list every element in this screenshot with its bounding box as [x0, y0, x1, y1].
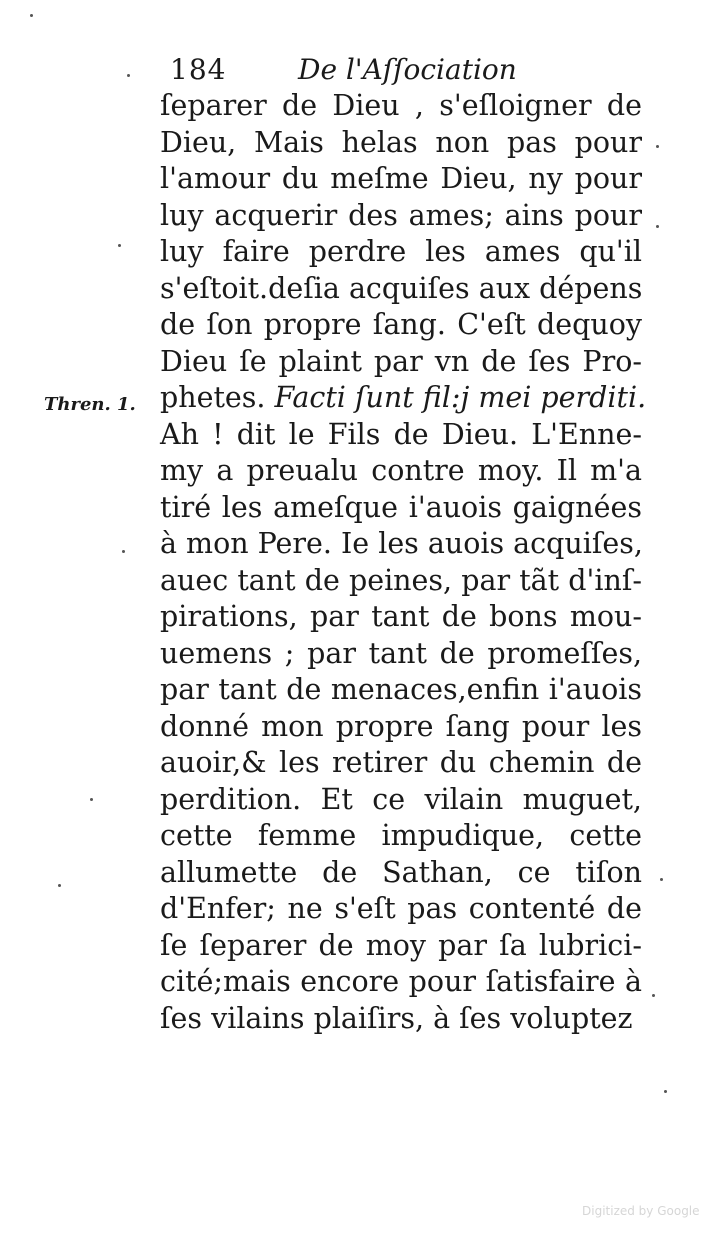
- digitizer-watermark: Digitized by Google: [582, 1204, 700, 1218]
- text-line: Ah ! dit le Fils de Dieu. L'Enne-: [160, 417, 642, 451]
- text-line: luy acquerir des ames; ains pour: [160, 198, 642, 232]
- marginal-citation: Thren. 1.: [44, 394, 136, 415]
- text-line: auoir,& les retirer du chemin de: [160, 746, 642, 779]
- text-line: Dieu ſe plaint par vn de ſes Pro-: [160, 344, 642, 378]
- speck: [118, 244, 121, 247]
- speck: [660, 878, 663, 881]
- text-line: par tant de menaces,enfin i'auois: [160, 673, 642, 706]
- speck: [58, 884, 61, 887]
- speck: [656, 225, 659, 228]
- text-line-with-citation: [160, 380, 647, 417]
- text-line: luy faire perdre les ames qu'il: [160, 235, 642, 268]
- latin-quotation: Facti ſunt fil:j mei perditi.: [274, 381, 647, 414]
- text-line: de ſon propre ſang. C'eſt dequoy: [160, 308, 642, 341]
- text-line: tiré les ameſque i'auois gaignées: [160, 490, 642, 524]
- text-line: s'eſtoit.deſia acquiſes aux dépens: [160, 271, 643, 305]
- roman-text: phetes.: [160, 381, 275, 414]
- text-line: donné mon propre ſang pour les: [160, 709, 642, 743]
- page-number: 184: [170, 53, 227, 86]
- text-line: Dieu, Mais helas non pas pour: [160, 125, 642, 159]
- speck: [122, 550, 125, 553]
- speck: [30, 14, 33, 17]
- text-line: à mon Pere. Ie les auois acquiſes,: [160, 527, 643, 560]
- speck: [656, 145, 659, 148]
- text-line: perdition. Et ce vilain muguet,: [160, 782, 642, 816]
- text-line: d'Enfer; ne s'eſt pas contenté de: [160, 892, 642, 925]
- text-line: l'amour du meſme Dieu, ny pour: [160, 162, 642, 195]
- text-line: my a preualu contre moy. Il m'a: [160, 454, 642, 487]
- text-line: auec tant de peines, par tãt d'inſ-: [160, 563, 642, 597]
- text-line: pirations, par tant de bons mou-: [160, 600, 642, 633]
- text-line: cité;mais encore pour ſatisfaire à: [160, 965, 642, 998]
- text-line: ſes vilains plaiſirs, à ſes voluptez: [160, 1001, 633, 1035]
- speck: [652, 994, 655, 997]
- speck: [127, 74, 130, 77]
- text-line: cette femme impudique, cette: [160, 819, 642, 852]
- running-header: [168, 50, 648, 90]
- text-line: allumette de Sathan, ce tiſon: [160, 855, 642, 889]
- text-line: ſeparer de Dieu , s'eſloigner de: [160, 89, 642, 122]
- speck: [664, 1090, 667, 1093]
- text-line: uemens ; par tant de promeſſes,: [160, 636, 642, 670]
- body-text: [160, 88, 647, 1037]
- text-line: ſe ſeparer de moy par ſa lubrici-: [160, 928, 642, 962]
- running-title: De l'Aſſociation: [298, 53, 517, 86]
- speck: [90, 798, 93, 801]
